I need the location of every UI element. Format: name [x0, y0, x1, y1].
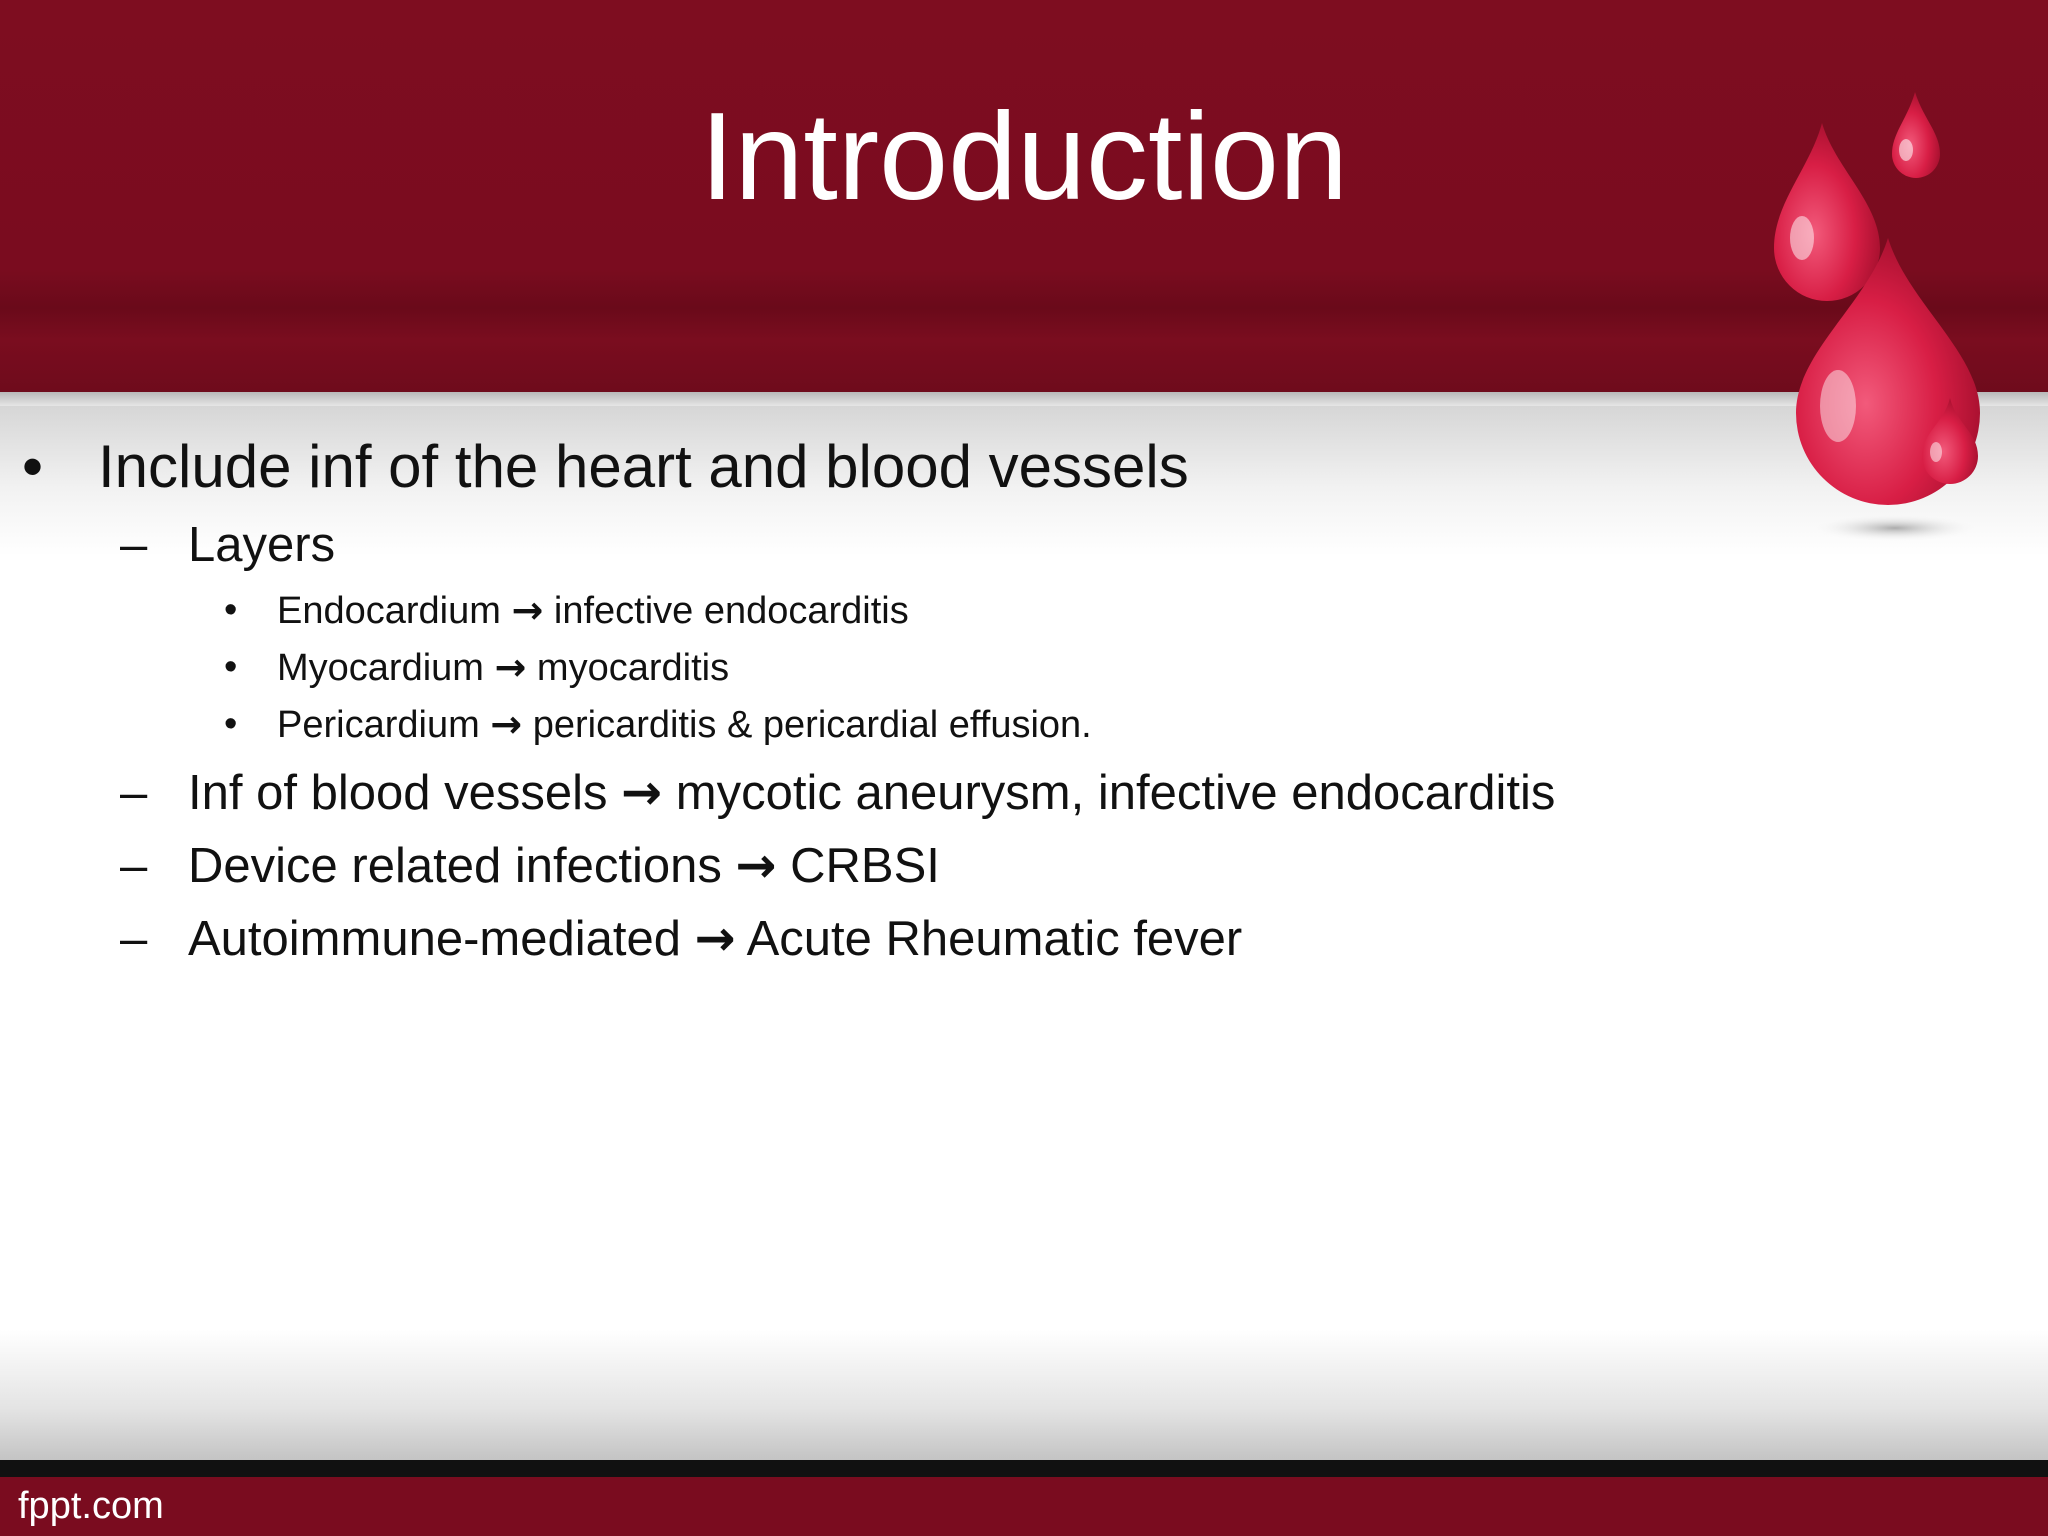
sub-item-result: Acute Rheumatic fever [746, 912, 1243, 966]
layer-result: pericarditis & pericardial effusion. [532, 704, 1092, 746]
dash-marker: – [120, 839, 148, 893]
bullet-marker: • [22, 433, 44, 500]
footer-shadow [0, 1330, 2048, 1460]
bullet-marker: • [224, 589, 238, 631]
arrow-right-icon: → [735, 837, 777, 894]
sub-item-term: Autoimmune-mediated [188, 912, 681, 966]
dash-marker: – [120, 766, 148, 820]
arrow-right-icon: → [494, 645, 527, 689]
bullet-marker: • [224, 703, 238, 745]
layer-term: Endocardium [277, 590, 501, 632]
sub-item-term: Device related infections [188, 839, 722, 893]
layer-item-pericardium [277, 701, 1092, 748]
sub-item-device-infections [188, 837, 940, 895]
sub-item-layers: Layers [188, 518, 336, 572]
dash-marker: – [120, 518, 148, 572]
sub-item-autoimmune [188, 910, 1242, 968]
footer-brand: fppt.com [18, 1485, 164, 1527]
sub-item-term: Inf of blood vessels [188, 766, 608, 820]
layer-term: Myocardium [277, 647, 484, 689]
arrow-right-icon: → [694, 910, 736, 967]
layer-result: myocarditis [536, 647, 730, 689]
arrow-right-icon: → [490, 702, 523, 746]
sub-item-result: mycotic aneurysm, infective endocarditis [675, 766, 1556, 820]
arrow-right-icon: → [511, 588, 544, 632]
sub-item-result: CRBSI [790, 839, 940, 893]
slide-title: Introduction [700, 88, 1348, 226]
sub-item-blood-vessels [188, 764, 1555, 822]
footer-band [0, 1477, 2048, 1536]
bullet-heart-and-vessels: Include inf of the heart and blood vessels [98, 433, 1189, 500]
dash-marker: – [120, 912, 148, 966]
bullet-marker: • [224, 646, 238, 688]
layer-term: Pericardium [277, 704, 480, 746]
footer-divider [0, 1460, 2048, 1477]
layer-item-endocardium [277, 587, 909, 634]
layer-item-myocardium [277, 644, 729, 691]
layer-result: infective endocarditis [553, 590, 909, 632]
arrow-right-icon: → [621, 764, 663, 821]
